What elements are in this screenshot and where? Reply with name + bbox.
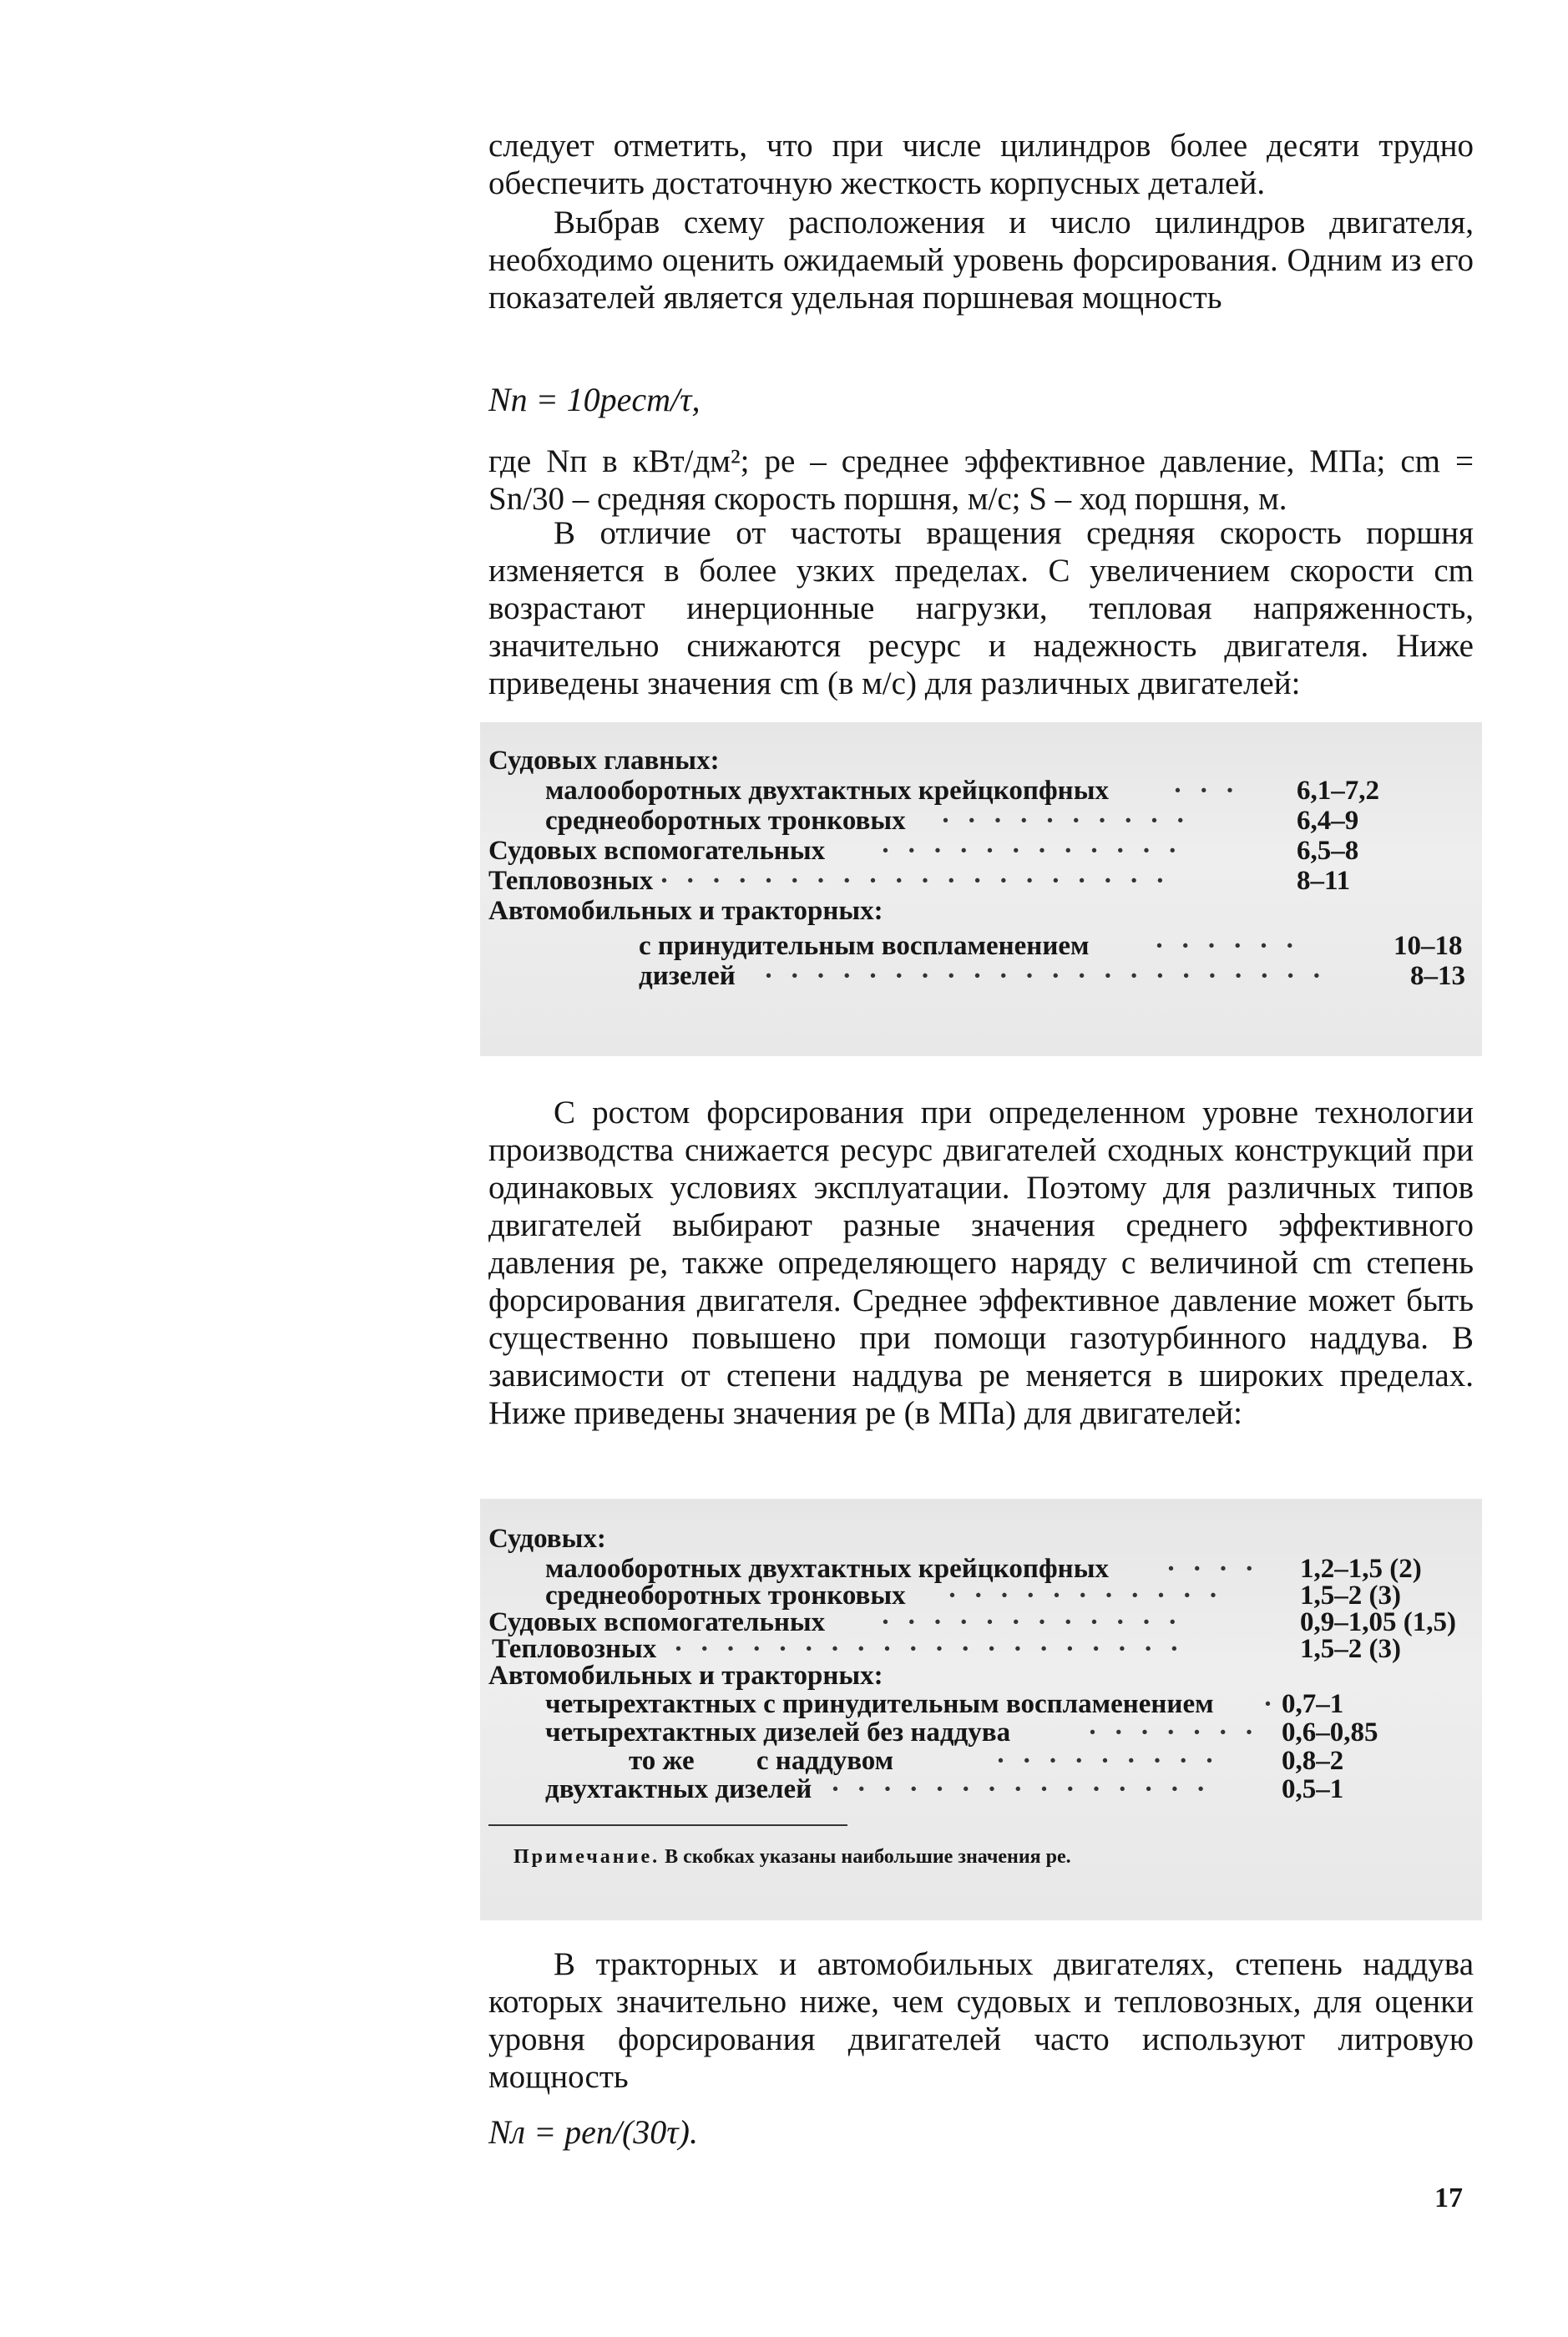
leader-dots: · · · · · · · · · · · · · · · · · · · · · · (764, 961, 1327, 991)
leader-dots: · (1263, 1689, 1278, 1719)
leader-dots: · · · · · · · (1088, 1717, 1259, 1748)
page-number: 17 (1434, 2183, 1463, 2213)
leader-dots: · · · · · · · · · · · · · · · · · · · · (674, 1634, 1184, 1664)
row-label: то же с наддувом (629, 1746, 894, 1776)
leader-dots: · · · · · · · · · · · · (881, 1607, 1182, 1637)
paragraph-3 (488, 443, 1474, 518)
paragraph-6-text: В тракторных и автомобильных двигателях, степень наддува которых значительно ниже, чем судовых и тепловозных, для оценки уровня форсирования двигателей часто используют литровую мощность (488, 1946, 1474, 2095)
row-value: 6,4–9 (1297, 806, 1359, 836)
row-value: 1,5–2 (3) (1300, 1634, 1401, 1664)
paragraph-4-text: В отличие от частоты вращения средняя скорость поршня изменяется в более узких пределах. С увеличением скорости cm возрастают инерционные нагрузки, тепловая напряженность, значительно снижаются ресурс и надежность двигателя. Ниже приведены значения cm (в м/с) для различных двигателей: (488, 515, 1474, 701)
formula-liter-power: Nл = pen/(30τ). (488, 2113, 698, 2151)
row-label: Автомобильных и тракторных: (488, 896, 883, 926)
row-label: Тепловозных (488, 866, 654, 896)
paragraph-3-text: где Nп в кВт/дм²; pe – среднее эффективное давление, МПа; cm = Sn/30 – средняя скорость поршня, м/с; S – ход поршня, м. (488, 443, 1474, 517)
leader-dots: · · · · · · · · · · · (948, 1581, 1223, 1611)
row-value: 1,5–2 (3) (1300, 1581, 1401, 1611)
table-piston-speed (480, 722, 1482, 1056)
leader-dots: · · · · · · · · · · · · · · · · · · · · (660, 866, 1170, 896)
row-value: 1,2–1,5 (2) (1300, 1554, 1422, 1584)
row-value: 0,6–0,85 (1282, 1717, 1378, 1748)
paragraph-4 (488, 514, 1474, 702)
paragraph-2 (488, 204, 1474, 316)
table-note (513, 1846, 1071, 1869)
leader-dots: · · · (1173, 776, 1240, 806)
row-label: Судовых вспомогательных (488, 1607, 826, 1637)
row-label: четырехтактных дизелей без наддува (545, 1717, 1011, 1748)
row-label: Автомобильных и тракторных: (488, 1661, 883, 1691)
row-label: Тепловозных (492, 1634, 657, 1664)
paragraph-1 (488, 127, 1474, 202)
leader-dots: · · · · · · · · · · · · · · · (831, 1774, 1211, 1804)
leader-dots: · · · · · · · · · · · · (881, 836, 1182, 866)
row-value: 0,7–1 (1282, 1689, 1344, 1719)
row-label: малооборотных двухтактных крейцкопфных (545, 1554, 1109, 1584)
row-value: 0,9–1,05 (1,5) (1300, 1607, 1456, 1637)
row-value: 10–18 (1393, 931, 1463, 961)
row-label: четырехтактных с принудительным воспламенением (545, 1689, 1214, 1719)
row-label: Судовых вспомогательных (488, 836, 826, 866)
leader-dots: · · · · (1166, 1554, 1259, 1584)
paragraph-1-text: следует отметить, что при числе цилиндров более десяти трудно обеспечить достаточную жесткость корпусных деталей. (488, 128, 1474, 201)
row-value: 6,5–8 (1297, 836, 1359, 866)
leader-dots: · · · · · · · · · (996, 1746, 1220, 1776)
leader-dots: · · · · · · (1155, 931, 1300, 961)
row-value: 8–11 (1297, 866, 1351, 896)
footnote-rule (488, 1824, 847, 1826)
table-mean-pressure (480, 1499, 1482, 1920)
note-key: Примечание. (513, 1846, 660, 1868)
row-label: двухтактных дизелей (545, 1774, 812, 1804)
paragraph-5 (488, 1094, 1474, 1432)
paragraph-6 (488, 1945, 1474, 2096)
row-label: с принудительным воспламенением (639, 931, 1090, 961)
paragraph-2-text: Выбрав схему расположения и число цилиндров двигателя, необходимо оценить ожидаемый уровень форсирования. Одним из его показателей является удельная поршневая мощность (488, 205, 1474, 316)
row-label: среднеоборотных тронковых (545, 1581, 906, 1611)
row-value: 6,1–7,2 (1297, 776, 1379, 806)
row-label: среднеоборотных тронковых (545, 806, 906, 836)
formula-piston-power: Nп = 10pecm/τ, (488, 381, 701, 418)
row-value: 0,5–1 (1282, 1774, 1344, 1804)
leader-dots: · · · · · · · · · · (941, 806, 1191, 836)
row-label: Судовых: (488, 1524, 606, 1554)
note-text: В скобках указаны наибольшие значения pe. (665, 1846, 1071, 1868)
row-label: дизелей (639, 961, 736, 991)
row-label: Судовых главных: (488, 746, 720, 776)
row-value: 8–13 (1410, 961, 1465, 991)
row-label: малооборотных двухтактных крейцкопфных (545, 776, 1109, 806)
paragraph-5-text: С ростом форсирования при определенном уровне технологии производства снижается ресурс двигателей сходных конструкций при одинаковых условиях эксплуатации. Поэтому для различных типов двигателей выбирают разные значения среднего эффективного давления pe, также определяющего наряду с величиной cm степень форсирования двигателя. Среднее эффективное давление может быть существенно повышено при помощи газотурбинного наддува. В зависимости от степени наддува pe меняется в широких пределах. Ниже приведены значения pe (в МПа) для двигателей: (488, 1095, 1474, 1431)
row-value: 0,8–2 (1282, 1746, 1344, 1776)
